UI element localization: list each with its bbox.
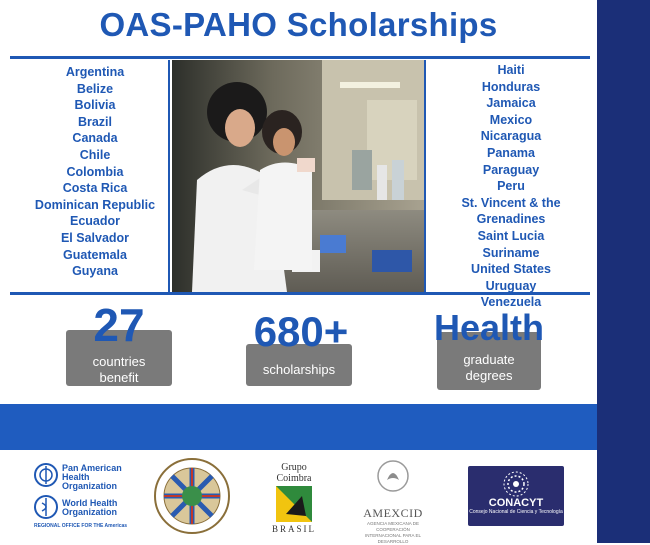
coimbra-flag-icon bbox=[276, 486, 312, 522]
paho-name-line: Health bbox=[62, 472, 90, 482]
country-item: Honduras bbox=[481, 79, 541, 94]
paho-region-text: REGIONAL OFFICE FOR THE Americas bbox=[34, 523, 128, 529]
country-item: Colombia bbox=[66, 164, 124, 179]
paho-emblem-icon bbox=[34, 463, 58, 487]
amexcid-name: AMEXCID bbox=[363, 506, 423, 520]
country-item: El Salvador bbox=[60, 230, 130, 245]
coimbra-line: BRASIL bbox=[271, 524, 316, 534]
country-item: Haiti bbox=[497, 63, 525, 77]
country-item: Mexico bbox=[489, 112, 533, 127]
blue-band bbox=[0, 404, 597, 450]
country-item: Argentina bbox=[65, 65, 125, 79]
country-item: Bolivia bbox=[74, 98, 116, 113]
who-emblem-icon bbox=[34, 495, 58, 519]
stat-countries-value: 27 bbox=[93, 299, 145, 351]
country-item: Chile bbox=[79, 147, 111, 162]
country-item: Guyana bbox=[72, 264, 118, 279]
oas-seal-icon bbox=[154, 458, 230, 534]
country-item: Panama bbox=[487, 145, 535, 160]
logo-bar bbox=[0, 450, 597, 543]
right-navy-stripe bbox=[597, 0, 650, 543]
country-item: St. Vincent & the Grenadines bbox=[461, 195, 561, 227]
right-country-list bbox=[426, 62, 596, 311]
who-name-line: World Health bbox=[62, 498, 118, 508]
coimbra-line: Grupo bbox=[281, 462, 307, 473]
country-item: Belize bbox=[76, 81, 114, 96]
lab-photo bbox=[172, 60, 424, 292]
stat-health-value: Health bbox=[433, 307, 545, 348]
country-item: Dominican Republic bbox=[34, 197, 156, 212]
grupo-coimbra-logo bbox=[264, 462, 324, 540]
country-item: Saint Lucia bbox=[477, 228, 545, 243]
stat-label: graduate bbox=[463, 352, 515, 367]
stat-label: degrees bbox=[465, 368, 513, 383]
paho-who-logo bbox=[34, 463, 144, 535]
country-item: Brazil bbox=[77, 114, 113, 129]
country-item: Uruguay bbox=[485, 278, 537, 293]
stat-label: benefit bbox=[99, 370, 139, 385]
country-item: Paraguay bbox=[482, 162, 540, 177]
oas-seal-logo bbox=[154, 458, 230, 534]
country-item: Canada bbox=[72, 131, 118, 146]
left-photo-border bbox=[168, 60, 170, 292]
conacyt-logo bbox=[468, 466, 564, 526]
country-item: Ecuador bbox=[69, 214, 120, 229]
amexcid-sub: INTERNACIONAL PARA EL DESARROLLO bbox=[364, 533, 421, 544]
left-country-list bbox=[20, 64, 170, 280]
paho-name-line: Organization bbox=[62, 481, 118, 491]
stat-label: countries bbox=[92, 354, 146, 369]
who-name-line: Organization bbox=[62, 507, 118, 517]
amexcid-sub: AGENCIA MEXICANA DE COOPERACIÓN bbox=[366, 521, 419, 532]
country-item: Guatemala bbox=[63, 247, 127, 262]
country-item: Venezuela bbox=[480, 295, 542, 310]
top-divider bbox=[10, 56, 590, 59]
mexico-seal-icon bbox=[377, 460, 409, 492]
amexcid-logo bbox=[352, 460, 434, 544]
country-item: Suriname bbox=[482, 245, 540, 260]
country-item: Jamaica bbox=[486, 96, 536, 111]
stat-scholarships-value: 680+ bbox=[253, 308, 349, 355]
conacyt-dots-icon bbox=[503, 471, 529, 497]
coimbra-line: Coimbra bbox=[276, 473, 312, 484]
stat-label: scholarships bbox=[262, 362, 336, 377]
country-item: Peru bbox=[497, 179, 525, 194]
paho-name-line: Pan American bbox=[62, 463, 122, 473]
country-item: United States bbox=[471, 262, 551, 277]
country-item: Costa Rica bbox=[62, 181, 128, 196]
conacyt-name: CONACYT bbox=[488, 497, 544, 509]
conacyt-sub: Consejo Nacional de Ciencia y Tecnología bbox=[469, 509, 563, 515]
country-item: Nicaragua bbox=[480, 129, 542, 144]
page-title: OAS-PAHO Scholarships bbox=[99, 6, 498, 43]
